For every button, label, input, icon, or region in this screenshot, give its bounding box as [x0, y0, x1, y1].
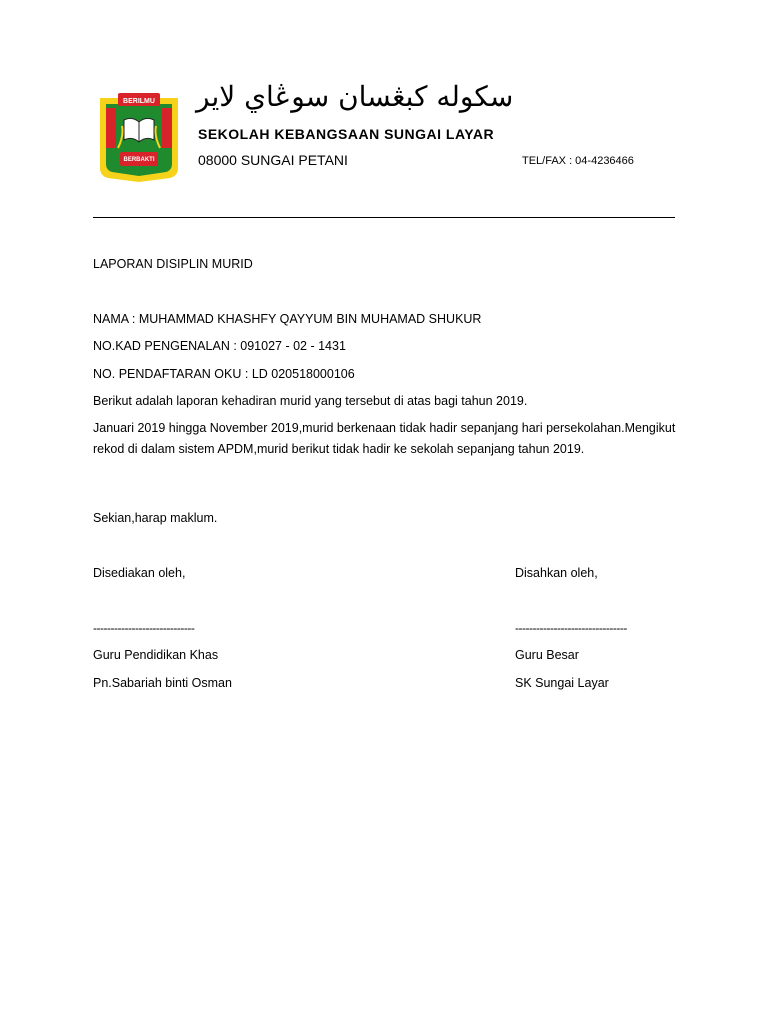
header-divider [93, 217, 675, 218]
verified-by-name: SK Sungai Layar [515, 676, 609, 690]
prepared-by-name: Pn.Sabariah binti Osman [93, 676, 232, 690]
document-title: LAPORAN DISIPLIN MURID [93, 257, 253, 271]
logo-top-text: BERILMU [123, 98, 155, 105]
school-address: 08000 SUNGAI PETANI [198, 152, 348, 168]
verified-signature-line: -------------------------------- [515, 621, 627, 635]
attendance-detail-paragraph: Januari 2019 hingga November 2019,murid berkenaan tidak hadir sepanjang hari persekolahan.Mengikut rekod di dalam sistem APDM,murid berikut tidak hadir ke sekolah sepanjang tahun 2019. [93, 421, 676, 456]
school-name-jawi: سكوله كبڠسان سوڠاي لاير [196, 80, 514, 113]
school-crest-logo [94, 90, 184, 182]
student-name: NAMA : MUHAMMAD KHASHFY QAYYUM BIN MUHAMAD SHUKUR [93, 312, 482, 326]
logo-bottom-text: BERBAKTI [123, 157, 155, 163]
attendance-intro-paragraph: Berikut adalah laporan kehadiran murid yang tersebut di atas bagi tahun 2019. [93, 394, 528, 408]
verified-by-label: Disahkan oleh, [515, 566, 598, 580]
verified-by-role: Guru Besar [515, 648, 579, 662]
oku-registration-number: NO. PENDAFTARAN OKU : LD 020518000106 [93, 367, 355, 381]
ic-number: NO.KAD PENGENALAN : 091027 - 02 - 1431 [93, 339, 346, 353]
school-name: SEKOLAH KEBANGSAAN SUNGAI LAYAR [198, 126, 495, 142]
school-phone: TEL/FAX : 04-4236466 [522, 155, 634, 167]
closing-remark: Sekian,harap maklum. [93, 511, 218, 525]
prepared-by-label: Disediakan oleh, [93, 566, 186, 580]
prepared-signature-line: ----------------------------- [93, 621, 195, 635]
prepared-by-role: Guru Pendidikan Khas [93, 648, 219, 662]
